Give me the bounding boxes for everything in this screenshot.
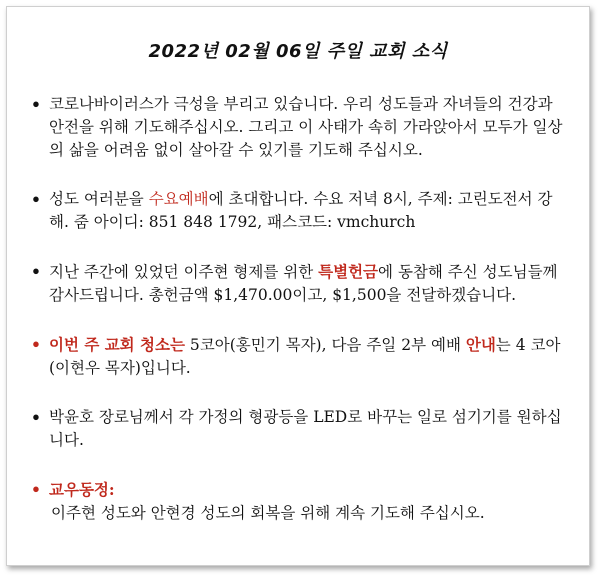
news-text: 성도 여러분을	[49, 190, 149, 208]
news-item-covid	[29, 93, 565, 162]
news-text: 코로나바이러스가 극성을 부리고 있습니다. 우리 성도들과 자녀들의 건강과 안전을 위해 기도해주십시오. 그리고 이 사태가 속히 가라앉아서 모두가 일상의 삶을 어려움 없이 살아갈 수 있기를 기도해 주십시오.	[49, 95, 563, 159]
news-item-special-offering	[29, 260, 565, 307]
news-item-led	[29, 406, 565, 452]
bulletin-card	[6, 6, 590, 566]
news-text: 박윤호 장로님께서 각 가정의 형광등을 LED로 바꾸는 일로 섬기기를 원하십니다.	[49, 408, 562, 449]
bulletin-title: 2022년 02월 06일 주일 교회 소식	[148, 41, 448, 62]
news-text: 5코아(홍민기 목자), 다음 주일 2부 예배	[184, 336, 466, 354]
news-item-cleaning	[29, 333, 565, 380]
bullet-icon: •	[31, 95, 41, 114]
bullet-icon: •	[31, 190, 41, 209]
bullet-icon: •	[31, 335, 41, 354]
highlight-wednesday-service: 수요예배	[148, 190, 209, 208]
highlight-special-offering: 특별헌금	[318, 262, 379, 281]
highlight-usher: 안내	[465, 335, 496, 354]
news-item-member-news	[29, 478, 565, 525]
news-text: 이주현 성도와 안현경 성도의 회복을 위해 계속 기도해 주십시오.	[51, 504, 485, 522]
news-item-wednesday-service	[29, 188, 565, 234]
highlight-member-news: 교우동정:	[49, 480, 115, 499]
bullet-icon: •	[31, 262, 41, 281]
bullet-icon: •	[31, 480, 41, 499]
news-text: 에 동참해 주신 성도님들께 감사드립니다. 총헌금액 $1,470.00이고, $1,500을 전달하겠습니다.	[49, 263, 558, 304]
news-text: 에 초대합니다. 수요 저녁 8시, 주제: 고린도전서 강해. 줌 아이디: 851 848 1792, 패스코드: vmchurch	[49, 190, 553, 231]
news-text: 는 4 코아(이현우 목자)입니다.	[49, 336, 561, 377]
news-text: 지난 주간에 있었던 이주현 형제를 위한	[49, 263, 319, 281]
highlight-cleaning: 이번 주 교회 청소는	[49, 335, 185, 354]
news-list	[29, 93, 565, 551]
bullet-icon: •	[31, 408, 41, 427]
